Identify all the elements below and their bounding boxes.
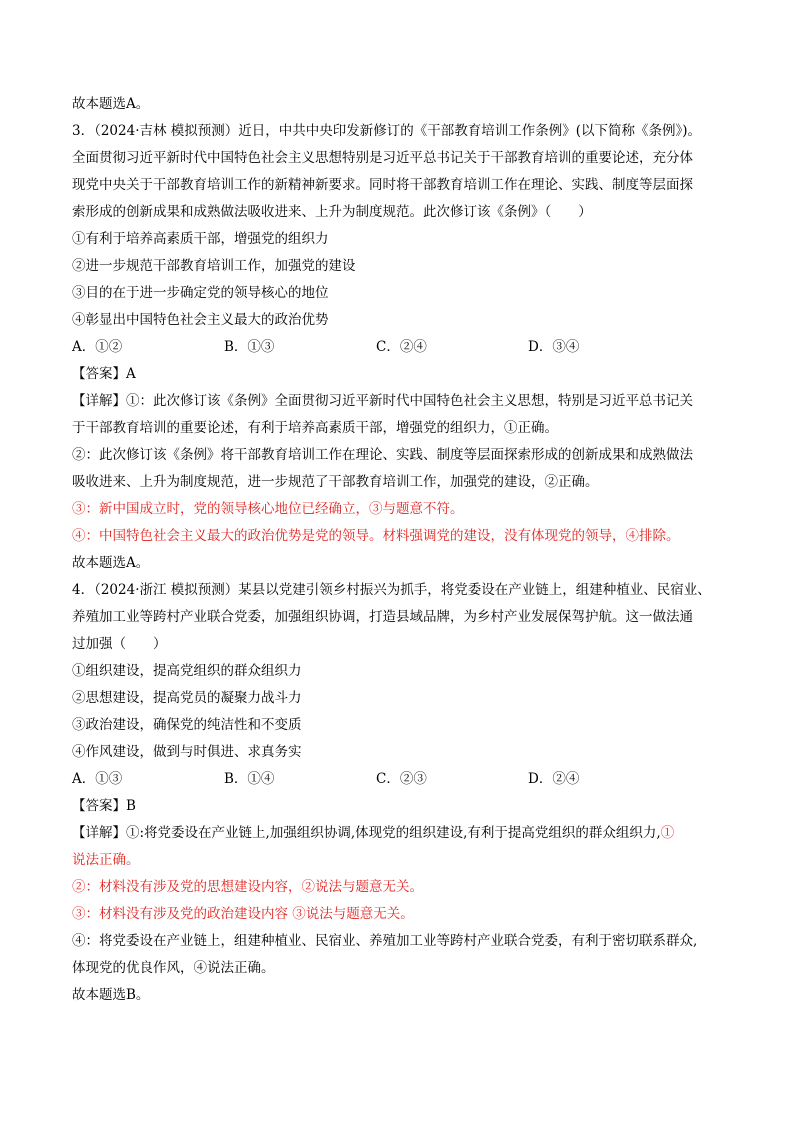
- q4-option-d: D．②④: [528, 771, 580, 787]
- q4-detail-line-red: ③：材料没有涉及党的政治建设内容 ③说法与题意无关。: [72, 906, 414, 922]
- q3-item-4: ④彰显出中国特色社会主义最大的政治优势: [72, 312, 329, 328]
- q4-detail-line-red: ②：材料没有涉及党的思想建设内容，②说法与题意无关。: [72, 879, 423, 895]
- q4-item-1: ①组织建设，提高党组织的群众组织力: [72, 663, 302, 679]
- q4-detail-text-red: ①: [660, 825, 675, 841]
- q3-option-b: B．①③: [224, 339, 275, 355]
- q4-options: [72, 766, 724, 793]
- question-4: [72, 577, 724, 1009]
- q3-detail-line: 吸收进来、上升为制度规范，进一步规范了干部教育培训工作，加强党的建设，②正确。: [72, 474, 599, 490]
- q4-item-3: ③政治建设，确保党的纯洁性和不变质: [72, 717, 302, 733]
- q4-detail-text: 【详解】①:将党委设在产业链上,加强组织协调,体现党的组织建设,有利于提高党组织的群众组织力,: [72, 825, 661, 841]
- q4-item-4: ④作风建设，做到与时俱进、求真务实: [72, 744, 302, 760]
- q4-option-c: C．②③: [376, 771, 427, 787]
- q3-detail-line: ②：此次修订该《条例》将干部教育培训工作在理论、实践、制度等层面探索形成的创新成果和成熟做法: [72, 447, 693, 463]
- q4-detail-line: [72, 820, 724, 847]
- q4-stem-line: 过加强（ ）: [72, 636, 167, 652]
- q3-option-a: A．①②: [72, 339, 123, 355]
- q3-item-1: ①有利于培养高素质干部，增强党的组织力: [72, 231, 329, 247]
- q4-option-b: B．①④: [224, 771, 275, 787]
- q3-detail-line-red: ④：中国特色社会主义最大的政治优势是党的领导。材料强调党的建设，没有体现党的领导，④排除。: [72, 528, 680, 544]
- q3-detail-line-red: ③：新中国成立时，党的领导核心地位已经确立，③与题意不符。: [72, 501, 464, 517]
- q3-item-2: ②进一步规范干部教育培训工作，加强党的建设: [72, 258, 356, 274]
- q3-detail-line: 于干部教育培训的重要论述，有利于培养高素质干部，增强党的组织力，①正确。: [72, 420, 558, 436]
- question-3: [72, 118, 724, 577]
- q4-option-a: A．①③: [72, 771, 123, 787]
- q4-stem-line: 养殖加工业等跨村产业联合党委，加强组织协调，打造县域品牌，为乡村产业发展保驾护航。这一做法通: [72, 609, 693, 625]
- q3-options: [72, 334, 724, 361]
- q3-stem-line: 索形成的创新成果和成熟做法吸收进来、上升为制度规范。此次修订该《条例》（ ）: [72, 204, 592, 220]
- q3-stem-line: 全面贯彻习近平新时代中国特色社会主义思想特别是习近平总书记关于干部教育培训的重要论述，充分体: [72, 150, 693, 166]
- q4-stem-line: 4．（2024·浙江 模拟预测）某县以党建引领乡村振兴为抓手，将党委设在产业链上，组建种植业、民宿业、: [72, 582, 711, 598]
- q4-item-2: ②思想建设，提高党员的凝聚力战斗力: [72, 690, 302, 706]
- q4-conclusion: 故本题选B。: [72, 987, 150, 1003]
- q3-option-d: D．③④: [528, 339, 580, 355]
- q2-conclusion: 故本题选A。: [72, 96, 150, 112]
- q3-stem-line: 3．（2024·吉林 模拟预测）近日，中共中央印发新修订的《干部教育培训工作条例》(以下简称《条例》)。: [72, 123, 702, 139]
- q3-option-c: C．②④: [376, 339, 427, 355]
- q4-detail-line: ④：将党委设在产业链上，组建种植业、民宿业、养殖加工业等跨村产业联合党委，有利于密切联系群众,: [72, 933, 698, 949]
- q3-answer: 【答案】A: [72, 366, 136, 382]
- content: [72, 91, 724, 1009]
- q3-stem-line: 现党中央关于干部教育培训工作的新精神新要求。同时将干部教育培训工作在理论、实践、制度等层面探: [72, 177, 693, 193]
- q4-detail-line-red: 说法正确。: [72, 852, 140, 868]
- q4-detail-line: 体现党的优良作风，④说法正确。: [72, 960, 275, 976]
- q4-answer: 【答案】B: [72, 798, 136, 814]
- q3-conclusion: 故本题选A。: [72, 555, 150, 571]
- q3-item-3: ③目的在于进一步确定党的领导核心的地位: [72, 285, 329, 301]
- q3-detail-line: 【详解】①：此次修订该《条例》全面贯彻习近平新时代中国特色社会主义思想，特别是习近平总书记关: [72, 393, 693, 409]
